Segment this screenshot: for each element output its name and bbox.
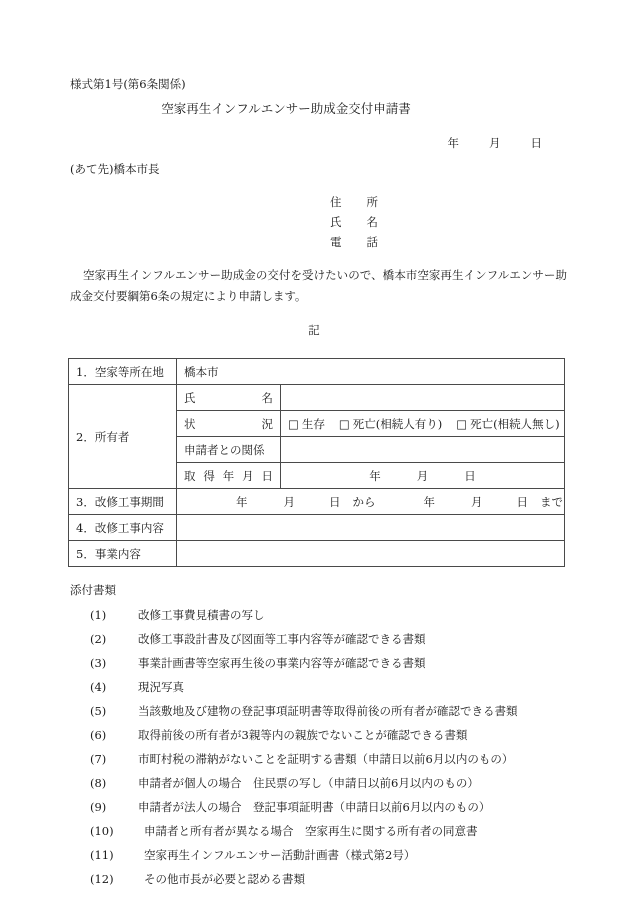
list-item-number: (10) [90, 824, 114, 838]
period-to-word: まで [540, 494, 563, 509]
sub-value-acquisition-date[interactable] [281, 463, 565, 489]
applicant-name-label: 氏名 [330, 215, 378, 229]
date-month: 月 [489, 136, 501, 150]
row-label-construction-period: 3．改修工事期間 [69, 489, 177, 515]
list-item [70, 603, 570, 627]
list-item [70, 747, 570, 771]
status-option-deceased-no-heirs-label: 死亡(相続人無し) [470, 416, 560, 431]
list-item-number: (5) [90, 704, 107, 718]
row-value-business-content[interactable] [177, 541, 565, 567]
status-option-deceased-heirs-label: 死亡(相続人有り) [352, 416, 443, 431]
list-item-number: (8) [90, 776, 107, 790]
date-day: 日 [530, 136, 542, 150]
list-item [70, 675, 570, 699]
list-item-text: 改修工事費見積書の写し [138, 608, 265, 622]
list-item-number: (12) [90, 872, 114, 886]
sub-label-acquisition-date: 取得年月日 [177, 463, 281, 489]
list-item [70, 771, 570, 795]
status-option-alive[interactable] [288, 417, 325, 431]
list-item-number: (2) [90, 632, 107, 646]
date-year: 年 [447, 136, 459, 150]
table-row-construction-period [69, 489, 565, 515]
status-option-alive-label: 生存 [301, 416, 325, 431]
list-item-number: (7) [90, 752, 107, 766]
applicant-phone-label: 電話 [330, 235, 378, 249]
list-item [70, 819, 570, 843]
body-paragraph: 空家再生インフルエンサー助成金の交付を受けたいので、橋本市空家再生インフルエンサー助成金交付要綱第6条の規定により申請します。 [70, 268, 567, 303]
document-title: 空家再生インフルエンサー助成金交付申請書 [161, 101, 411, 116]
table-row-owner-name [69, 385, 565, 411]
list-item-number: (3) [90, 656, 107, 670]
ki-mark: 記 [308, 323, 320, 337]
table-row-location [69, 359, 565, 385]
period-from-day: 日 [329, 494, 341, 509]
acq-day: 日 [464, 468, 476, 483]
list-item-text: 取得前後の所有者が3親等内の親族でないことが確認できる書類 [138, 728, 468, 742]
row-label-construction-content: 4．改修工事内容 [69, 515, 177, 541]
list-item [70, 699, 570, 723]
list-item-text: 市町村税の滞納がないことを証明する書類（申請日以前6月以内のもの） [138, 752, 514, 766]
applicant-name-row [330, 212, 378, 232]
attachments-list [70, 603, 570, 891]
table-row-business-content [69, 541, 565, 567]
list-item-number: (1) [90, 608, 107, 622]
row-label-business-content: 5．事業内容 [69, 541, 177, 567]
sub-label-owner-name: 氏名 [177, 385, 281, 411]
list-item-text: 申請者と所有者が異なる場合 空家再生に関する所有者の同意書 [144, 824, 478, 838]
checkbox-deceased-heirs-icon[interactable]: □ [338, 416, 350, 431]
acq-year: 年 [369, 468, 381, 483]
status-option-deceased-no-heirs[interactable] [456, 417, 559, 431]
sub-value-owner-relation[interactable] [281, 437, 565, 463]
list-item-text: 空家再生インフルエンサー活動計画書（様式第2号） [144, 848, 416, 862]
list-item [70, 795, 570, 819]
list-item-text: 当該敷地及び建物の登記事項証明書等取得前後の所有者が確認できる書類 [138, 704, 518, 718]
period-to-month: 月 [471, 494, 483, 509]
period-to-year: 年 [423, 494, 435, 509]
period-from-month: 月 [283, 494, 295, 509]
period-from-year: 年 [236, 494, 248, 509]
list-item-text: 改修工事設計書及び図面等工事内容等が確認できる書類 [138, 632, 426, 646]
period-to-day: 日 [516, 494, 528, 509]
list-item [70, 627, 570, 651]
list-item-number: (9) [90, 800, 107, 814]
sub-label-owner-relation: 申請者との関係 [177, 437, 281, 463]
list-item-number: (6) [90, 728, 107, 742]
row-value-location[interactable]: 橋本市 [177, 359, 565, 385]
list-item-text: 事業計画書等空家再生後の事業内容等が確認できる書類 [138, 656, 426, 670]
attachments-title: 添付書類 [70, 583, 116, 597]
list-item-number: (4) [90, 680, 107, 694]
applicant-address-row [330, 192, 378, 212]
sub-label-owner-status: 状況 [177, 411, 281, 437]
checkbox-alive-icon[interactable]: □ [288, 416, 299, 431]
applicant-address-label: 住所 [330, 195, 378, 209]
list-item-text: 申請者が法人の場合 登記事項証明書（申請日以前6月以内のもの） [138, 800, 491, 814]
application-table [68, 358, 565, 567]
list-item [70, 651, 570, 675]
checkbox-deceased-no-heirs-icon[interactable]: □ [456, 416, 468, 431]
list-item [70, 723, 570, 747]
list-item [70, 867, 570, 891]
addressee: (あて先)橋本市長 [70, 162, 160, 176]
applicant-block [330, 192, 378, 252]
list-item-text: その他市長が必要と認める書類 [144, 872, 305, 886]
acq-month: 月 [416, 468, 429, 483]
row-label-location: 1．空家等所在地 [69, 359, 177, 385]
table-row-construction-content [69, 515, 565, 541]
sub-value-owner-status [281, 411, 565, 437]
list-item-text: 現況写真 [138, 680, 184, 694]
row-value-construction-period[interactable] [177, 489, 565, 515]
period-from-word: から [352, 494, 376, 509]
status-option-deceased-heirs[interactable] [339, 417, 442, 431]
form-number: 様式第1号(第6条関係) [70, 77, 186, 91]
row-label-owner: 2．所有者 [69, 385, 177, 489]
list-item-number: (11) [90, 848, 114, 862]
applicant-phone-row [330, 232, 378, 252]
sub-value-owner-name[interactable] [281, 385, 565, 411]
list-item [70, 843, 570, 867]
list-item-text: 申請者が個人の場合 住民票の写し（申請日以前6月以内のもの） [138, 776, 479, 790]
date-line [0, 135, 630, 151]
row-value-construction-content[interactable] [177, 515, 565, 541]
